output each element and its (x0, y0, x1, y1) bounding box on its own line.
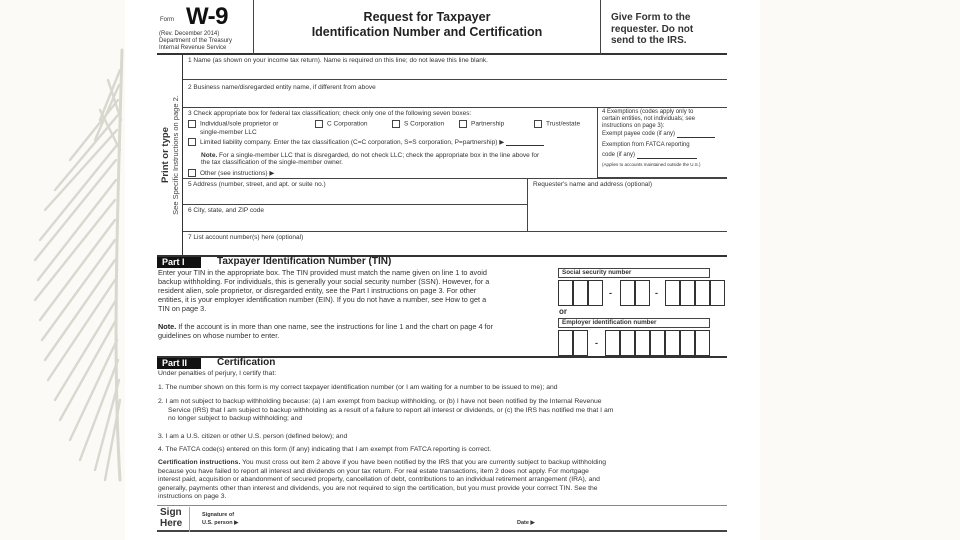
form-title (254, 10, 600, 40)
tax-classification-section (183, 108, 597, 178)
address-field[interactable] (183, 178, 528, 205)
fatca-input[interactable] (637, 158, 697, 159)
part-2-header (157, 356, 727, 368)
part-1-instructions (158, 268, 489, 313)
title-line-2: Identification Number and Certification (311, 25, 543, 39)
city-state-zip-field[interactable] (183, 205, 528, 231)
revision-date: (Rev. December 2014) (159, 31, 220, 37)
text-line: You must cross out item 2 above if you have been notified by the IRS that you are currently subject to backup withholding (240, 459, 607, 466)
text-line: because you have failed to report all interest and dividends on your tax return. For real estate transactions, item 2 does not apply. For mortgage (158, 467, 589, 475)
exemptions-box (597, 108, 727, 178)
here-word: Here (160, 518, 183, 529)
note-line-2: guidelines on whose number to enter. (158, 331, 280, 340)
give-form-line-2: requester. Do not (611, 23, 694, 35)
text-line: backup withholding. For individuals, this is generally your social security number (SSN). However, for a (158, 277, 490, 286)
checkbox-individual[interactable] (188, 120, 278, 128)
name-label: 1 Name (as shown on your income tax return). Name is required on this line; do not leave this line blank. (188, 57, 488, 64)
ein-input[interactable] (558, 330, 728, 358)
date-field[interactable] (517, 520, 535, 526)
checkbox-other[interactable] (188, 169, 274, 177)
checkbox[interactable] (315, 120, 323, 128)
document-page (125, 0, 760, 540)
text-line: instructions on page 3. (158, 493, 227, 500)
vertical-instructions (157, 55, 183, 255)
trust-label: Trust/estate (546, 120, 581, 128)
w9-form (157, 0, 727, 540)
checkbox[interactable] (392, 120, 400, 128)
checkbox-trust-estate[interactable] (534, 120, 580, 128)
fatca-label-2: code (if any) (602, 152, 636, 158)
form-header (157, 0, 727, 55)
text-line: 2. I am not subject to backup withholding because: (a) I am exempt from backup withholding, or (b) I have not been notified by the Internal Revenue (158, 398, 602, 405)
sign-here-label (160, 507, 190, 532)
text-line: entities, it is your employer identification number (EIN). If you do not have a number, see How to get a (158, 295, 487, 304)
agency: Internal Revenue Service (159, 45, 227, 51)
note-line-1: If the account is in more than one name, see the instructions for line 1 and the chart on page 4 for (176, 322, 494, 331)
part-2-tag: Part II (157, 358, 201, 369)
signature-section (157, 505, 727, 532)
signature-field[interactable] (202, 511, 238, 527)
llc-classification-input[interactable] (506, 145, 544, 146)
requester-label: Requester's name and address (optional) (533, 181, 653, 188)
requester-field[interactable] (528, 178, 727, 231)
dash: - (595, 338, 598, 348)
checkbox[interactable] (188, 138, 196, 146)
note-line-2: the tax classification of the single-member owner. (201, 159, 343, 166)
account-numbers-label: 7 List account number(s) here (optional) (188, 234, 304, 241)
exempt-payee-input[interactable] (677, 137, 715, 138)
text-line: TIN on page 3. (158, 304, 207, 313)
ci-bold: Certification instructions. (158, 459, 241, 466)
city-state-zip-label: 6 City, state, and ZIP code (188, 207, 264, 214)
text-line: Service (IRS) that I am subject to backup withholding as a result of a failure to report all interest or dividends, or (c) the IRS has notified me that I am (168, 406, 614, 414)
form-word: Form (160, 17, 174, 23)
text-line: resident alien, sole proprietor, or disregarded entity, see the Part I instructions on page 3. For other (158, 286, 477, 295)
give-form-line-3: send to the IRS. (611, 35, 687, 46)
c-corp-label: C Corporation (327, 120, 368, 128)
or-label: or (559, 307, 567, 316)
give-form-note (600, 0, 727, 55)
part-2-title: Certification (217, 357, 276, 368)
checkbox[interactable] (459, 120, 467, 128)
part-1-header (157, 255, 727, 267)
palm-leaf-decoration (0, 0, 125, 540)
signature-label-1: Signature of (202, 512, 235, 518)
partnership-label: Partnership (471, 120, 505, 128)
certification-item-1: 1. The number shown on this form is my correct taxpayer identification number (or I am waiting for a number to be issued to me); and (158, 384, 558, 391)
signature-label-2: U.S. person ▶ (202, 520, 239, 526)
text-line: no longer subject to backup withholding; and (168, 415, 303, 422)
ssn-label: Social security number (558, 268, 710, 278)
form-revision-block (159, 31, 232, 52)
ein-label: Employer identification number (558, 318, 710, 328)
account-numbers-field[interactable] (183, 231, 727, 255)
see-specific-label: See Specific Instructions on page 2. (171, 95, 180, 215)
checkbox[interactable] (188, 120, 196, 128)
exemptions-heading-3: instructions on page 3): (602, 123, 665, 129)
department: Department of the Treasury (159, 38, 233, 44)
note-line-1: For a single-member LLC that is disregarded, do not check LLC; check the appropriate box in the line above for (217, 152, 540, 159)
individual-label: Individual/sole proprietor or (200, 120, 279, 128)
individual-label-2: single-member LLC (200, 129, 257, 136)
classification-label: 3 Check appropriate box for federal tax classification; check only one of the following seven boxes: (188, 110, 472, 117)
form-id-block (157, 0, 254, 55)
certification-instructions (158, 459, 606, 502)
checkbox-partnership[interactable] (459, 120, 504, 128)
certification-intro: Under penalties of perjury, I certify that: (158, 370, 277, 377)
name-field[interactable] (183, 55, 727, 80)
checkbox[interactable] (188, 169, 196, 177)
llc-note (201, 152, 539, 166)
checkbox-c-corp[interactable] (315, 120, 367, 128)
part-1-title: Taxpayer Identification Number (TIN) (217, 256, 392, 267)
form-number: W-9 (186, 3, 229, 30)
note-bold: Note. (201, 152, 218, 159)
text-line: Enter your TIN in the appropriate box. The TIN provided must match the name given on line 1 to avoid (158, 268, 487, 277)
exemptions-heading-1: 4 Exemptions (codes apply only to (602, 109, 694, 115)
note-bold: Note. (158, 322, 177, 331)
exempt-payee-row (602, 131, 727, 138)
fatca-applies-note: (Applies to accounts maintained outside the U.S.) (602, 162, 701, 167)
certification-item-3: 3. I am a U.S. citizen or other U.S. person (defined below); and (158, 433, 348, 440)
business-name-field[interactable] (183, 80, 727, 108)
fatca-row (602, 152, 727, 159)
exemptions-heading-2: certain entities, not individuals; see (602, 116, 696, 122)
certification-item-4: 4. The FATCA code(s) entered on this form (if any) indicating that I am exempt from FATCA reporting is correct. (158, 446, 492, 453)
dash: - (609, 288, 612, 298)
s-corp-label: S Corporation (404, 120, 445, 128)
business-name-label: 2 Business name/disregarded entity name, if different from above (188, 84, 376, 91)
text-line: interest paid, acquisition or abandonment of secured property, cancellation of debt, contributions to an individual retirement arrangement (IRA), and (158, 476, 600, 483)
checkbox[interactable] (534, 120, 542, 128)
dash: - (655, 288, 658, 298)
checkbox-llc[interactable] (188, 138, 544, 146)
llc-label: Limited liability company. Enter the tax classification (C=C corporation, S=S corporation, P=partnership) ▶ (200, 139, 505, 146)
address-label: 5 Address (number, street, and apt. or suite no.) (188, 181, 326, 188)
certification-item-2 (158, 398, 613, 424)
ssn-input[interactable] (558, 280, 728, 308)
part-1-tag: Part I (157, 257, 201, 268)
other-label: Other (see instructions) ▶ (200, 170, 275, 177)
exempt-payee-label: Exempt payee code (if any) (602, 131, 676, 137)
checkbox-s-corp[interactable] (392, 120, 444, 128)
fatca-label-1: Exemption from FATCA reporting (602, 142, 690, 148)
date-label: Date ▶ (517, 520, 535, 526)
sign-word: Sign (160, 507, 182, 518)
part-1-note (158, 322, 493, 340)
text-line: generally, payments other than interest and dividends, you are not required to sign the certification, but you must provide your correct TIN. See the (158, 484, 598, 492)
title-line-1: Request for Taxpayer (363, 10, 491, 24)
print-or-type-label: Print or type (160, 127, 171, 183)
give-form-line-1: Give Form to the (611, 12, 691, 23)
